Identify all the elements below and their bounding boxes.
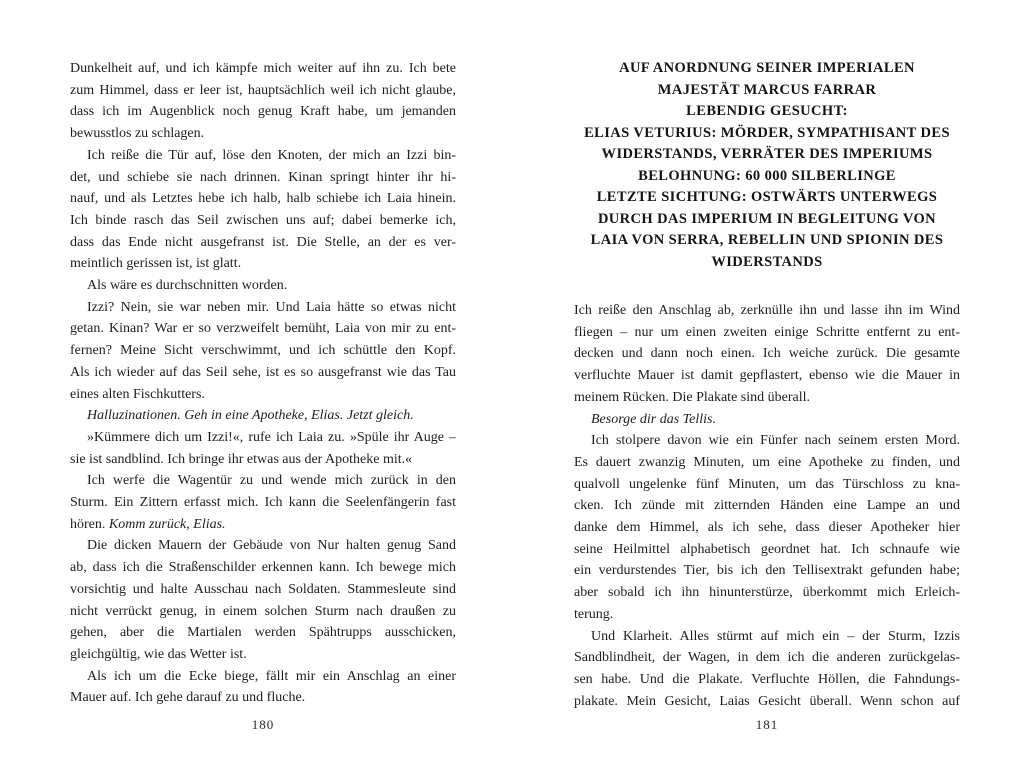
text-line: dass ich im Augenblick noch genug Kraft habe, um jemanden bbox=[70, 104, 456, 120]
text-line: gehen, aber die Martialen werden Spähtrupps ausschicken, bbox=[70, 625, 456, 641]
text-line: meinem Rücken. Die Plakate sind überall. bbox=[574, 389, 810, 405]
page-left bbox=[70, 58, 456, 748]
text-line: Sturm. Ein Zittern erfasst mich. Ich kann die Seelenfängerin fast bbox=[70, 495, 456, 511]
text-line: Izzi? Nein, sie war neben mir. Und Laia hätte so etwas nicht bbox=[87, 299, 456, 315]
text-line: terung. bbox=[574, 606, 614, 622]
text-line: hören. Komm zurück, Elias. bbox=[70, 516, 226, 532]
poster-line: WIDERSTANDS bbox=[711, 253, 823, 270]
text-line: verfluchte Mauer ist damit gepflastert, ebenso wie die Mauer in bbox=[574, 368, 960, 384]
text-line: bewusstlos zu schlagen. bbox=[70, 126, 205, 142]
text-line: plakate. Mein Gesicht, Laias Gesicht überall. Wenn schon auf bbox=[574, 693, 960, 709]
poster-line: MAJESTÄT MARCUS FARRAR bbox=[657, 81, 877, 98]
poster-line: LEBENDIG GESUCHT: bbox=[686, 103, 848, 119]
page-right bbox=[574, 58, 960, 748]
text-line: seine Heilmittel alphabetisch geordnet hat. Ich schnaufe wie bbox=[574, 541, 960, 557]
text-line: qualvoll ungelenke fünf Minuten, um das Türschloss zu kna- bbox=[574, 476, 960, 492]
text-line: Mauer auf. Ich gehe darauf zu und fluche. bbox=[70, 690, 306, 706]
poster-line: BELOHNUNG: 60 000 SILBERLINGE bbox=[638, 167, 896, 184]
text-line: fernen? Meine Sicht verschwimmt, und ich schüttle den Kopf. bbox=[70, 343, 456, 359]
text-line: zum Himmel, dass er leer ist, hauptsächlich weil ich nicht glaube, bbox=[70, 82, 456, 98]
text-line: eines alten Fischkutters. bbox=[70, 386, 205, 402]
page-right-text bbox=[574, 300, 960, 712]
text-line: getan. Kinan? War er so verzweifelt bemüht, Laia von mir zu ent- bbox=[70, 321, 456, 337]
text-line: vorsichtig und halte Ausschau nach Soldaten. Stammesleute sind bbox=[70, 581, 456, 597]
page-number-left: 180 bbox=[251, 717, 275, 732]
text-line: »Kümmere dich um Izzi!«, rufe ich Laia zu. »Spüle ihr Auge – bbox=[87, 429, 456, 445]
text-line: Es dauert zwanzig Minuten, um eine Apotheke zu finden, und bbox=[574, 454, 960, 470]
text-line: sen habe. Und die Plakate. Verfluchte Höllen, die Fahndungs- bbox=[574, 671, 960, 687]
poster-line: LAIA VON SERRA, REBELLIN UND SPIONIN DES bbox=[590, 232, 944, 248]
text-line: Halluzinationen. Geh in eine Apotheke, Elias. Jetzt gleich. bbox=[87, 408, 414, 424]
text-line: fliegen – nur um einen zweiten einige Schritte entfernt zu ent- bbox=[574, 324, 960, 340]
poster-line: AUF ANORDNUNG SEINER IMPERIALEN bbox=[619, 60, 915, 76]
text-line: Als ich wieder auf das Seil sehe, ist es so ausgefranst wie das Tau bbox=[70, 364, 456, 380]
text-line: Und Klarheit. Alles stürmt auf mich ein – der Sturm, Izzis bbox=[591, 628, 960, 644]
text-line: Als ich um die Ecke biege, fällt mir ein Anschlag an einer bbox=[87, 668, 456, 684]
poster-line: LETZTE SICHTUNG: OSTWÄRTS UNTERWEGS bbox=[596, 189, 938, 205]
text-line: Ich reiße den Anschlag ab, zerknülle ihn und lasse ihn im Wind bbox=[574, 303, 960, 318]
text-line: danke dem Himmel, als ich sehe, dass dieser Apotheker hier bbox=[574, 520, 960, 536]
text-line: sie ist sandblind. Ich bringe ihr etwas aus der Apotheke mit.« bbox=[70, 451, 413, 467]
text-line: nicht verrückt genug, in einem solchen Sturm nach draußen zu bbox=[70, 603, 456, 619]
text-line: ab, dass ich die Straßenschilder erkennen kann. Ich bewege mich bbox=[70, 560, 456, 576]
poster-line: ELIAS VETURIUS: MÖRDER, SYMPATHISANT DES bbox=[584, 124, 950, 141]
text-line: Als wäre es durchschnitten worden. bbox=[87, 278, 288, 294]
text-line: nauf, und als Letztes hebe ich halb, halb schiebe ich Laia hinein. bbox=[70, 191, 456, 207]
text-line: decken und dann noch einen. Ich weiche zurück. Die gesamte bbox=[574, 346, 960, 362]
text-line: Ich reiße die Tür auf, löse den Knoten, der mich an Izzi bin- bbox=[87, 147, 456, 163]
text-line: aber sobald ich ihn hinunterstürze, überkommt mich Erleich- bbox=[574, 585, 960, 601]
text-line: dass das Ende nicht ausgefranst ist. Die Stelle, an der es ver- bbox=[70, 234, 456, 250]
wanted-poster bbox=[574, 58, 960, 273]
page-number-right: 181 bbox=[755, 717, 779, 732]
text-line: cken. Ich zünde mit zitternden Händen eine Lampe an und bbox=[574, 498, 960, 514]
text-line: meintlich gerissen ist, ist glatt. bbox=[70, 256, 242, 272]
text-line: Sandblindheit, der Wagen, in dem ich die anderen zurückgelas- bbox=[574, 650, 960, 666]
text-line: Ich stolpere davon wie ein Fünfer nach seinem ersten Mord. bbox=[591, 433, 960, 449]
text-line: det, und schiebe sie nach drinnen. Kinan springt hinter ihr hi- bbox=[70, 169, 456, 185]
text-line: gleichgültig, wie das Wetter ist. bbox=[70, 646, 247, 662]
text-line: Ich binde rasch das Seil zwischen uns auf; dabei bemerke ich, bbox=[70, 212, 456, 228]
poster-line: WIDERSTANDS, VERRÄTER DES IMPERIUMS bbox=[601, 146, 933, 162]
text-line: Die dicken Mauern der Gebäude von Nur halten genug Sand bbox=[87, 538, 456, 554]
text-line: ein verdurstendes Tier, bis ich den Tellisextrakt gefunden habe; bbox=[574, 563, 960, 579]
text-line: Dunkelheit auf, und ich kämpfe mich weiter auf ihn zu. Ich bete bbox=[70, 61, 456, 76]
text-line: Ich werfe die Wagentür zu und wende mich zurück in den bbox=[87, 473, 456, 489]
poster-line: DURCH DAS IMPERIUM IN BEGLEITUNG VON bbox=[597, 210, 937, 227]
page-left-text bbox=[70, 58, 456, 709]
text-line: Besorge dir das Tellis. bbox=[591, 411, 716, 427]
